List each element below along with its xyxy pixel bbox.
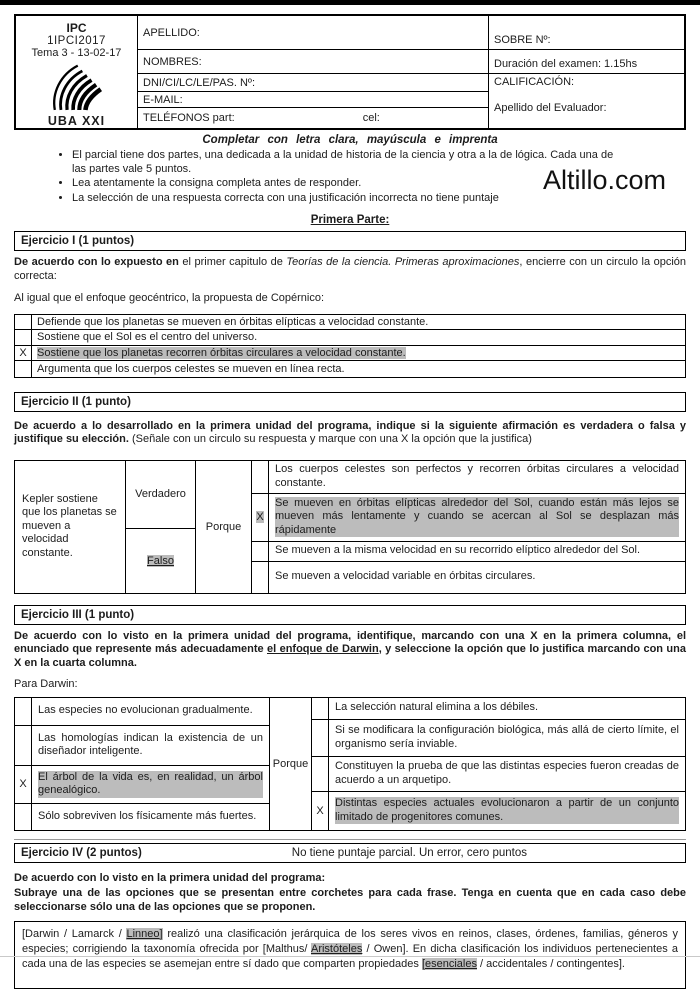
option-text: Argumenta que los cuerpos celestes se mueven en línea recta. [37, 362, 345, 375]
option-text-cell [32, 361, 685, 377]
justification-mark-cell [312, 698, 329, 719]
x-mark-highlight: X [256, 511, 264, 523]
para-segment: realizó una clasificación jerárquica de los seres vivos en reinos, clases, órdenes, familias, géneros y especies; corrigiendo la taxonomía ofrecida por [Malthus/ [22, 928, 678, 955]
ej2-intro-bold: De acuerdo a lo desarrollado en la primera unidad del programa, indique si la siguiente afirmación es verdadera o falsa y justifique su elección. [14, 419, 686, 445]
selected-justification-highlight: Se mueven en órbitas elípticas alrededor del Sol, cuando están más lejos se mueven más lentamente y cuando se acercan al Sol se desplazan más rápidamente [275, 496, 679, 536]
ejercicio-1-question: Al igual que el enfoque geocéntrico, la propuesta de Copérnico: [14, 292, 325, 304]
ejercicio-2-table [14, 460, 686, 594]
statement-mark-cell [15, 804, 32, 830]
field-nombres [138, 50, 488, 74]
selected-justification-highlight: Distintas especies actuales evolucionaron a partir de un conjunto limitado de progenitores comunes. [335, 797, 679, 823]
justification-row [252, 461, 685, 494]
option-text: Sostiene que el Sol es el centro del universo. [37, 331, 258, 344]
justification-text-cell [269, 461, 685, 493]
ej1-intro-segment: el primer capitulo de [178, 256, 287, 268]
statement-text: Sólo sobreviven los físicamente más fuertes. [38, 809, 257, 822]
instruction-bullet: • El parcial tiene dos partes, una dedicada a la unidad de historia de la ciencia y otra a la de lógica. Cada una de las partes vale 5 puntos. [72, 149, 627, 176]
justification-mark-cell [252, 542, 269, 561]
justification-mark-cell: X [312, 792, 329, 830]
justification-column [252, 460, 686, 594]
course-name: IPC [66, 21, 87, 35]
field-dni [138, 74, 488, 92]
justification-mark-cell [252, 562, 269, 593]
ej1-intro-segment: , encierre con un circulo la opción correcta: [14, 256, 687, 282]
ej1-book-title: Teorías de la ciencia. Primeras aproximaciones [286, 256, 520, 268]
kepler-statement: Kepler sostiene que los planetas se mueven a velocidad constante. [22, 492, 117, 559]
ejercicio-1-title: Ejercicio I (1 puntos) [21, 235, 135, 247]
ej1-intro-segment: De acuerdo con lo expuesto en [14, 256, 179, 268]
justification-row [312, 720, 685, 757]
student-fields [138, 16, 488, 128]
instruction-bullet: • Lea atentamente la consigna completa antes de responder. [72, 177, 627, 191]
ejercicio-4-paragraph [14, 921, 686, 989]
justification-row [312, 757, 685, 792]
justification-mark-cell [312, 757, 329, 791]
ejercicio-2-header [14, 392, 686, 412]
section-divider [14, 839, 686, 840]
grading-fields [488, 16, 684, 128]
justification-text: Si se modificara la configuración biológica, más allá de cierto límite, el organismo sería inviable. [335, 724, 679, 750]
field-duracion [489, 50, 684, 74]
ejercicio-3-title: Ejercicio III (1 punto) [21, 608, 135, 621]
statement-row [15, 698, 269, 726]
field-apellido [138, 16, 488, 50]
statement-row [15, 726, 269, 766]
statement-row [15, 804, 269, 830]
ejercicio-3-lead: Para Darwin: [14, 678, 78, 690]
field-calificacion [489, 74, 684, 128]
field-label-telefonos: TELÉFONOS part: [143, 112, 235, 124]
field-label-apellido: APELLIDO: [143, 26, 200, 39]
statement-text: Las especies no evolucionan gradualmente. [38, 704, 253, 717]
instructions-title: Completar con letra clara, mayúscula e imprenta [202, 134, 498, 146]
justification-row-selected [312, 792, 685, 830]
justification-row [252, 542, 685, 562]
uba-xxi-logo [39, 61, 115, 113]
falso-selected-highlight: Falso [147, 554, 174, 567]
ejercicio-3-table [14, 697, 686, 831]
field-email [138, 92, 488, 108]
verdadero-label: Verdadero [135, 488, 186, 501]
selected-statement-highlight: El árbol de la vida es, en realidad, un árbol genealógico. [38, 770, 263, 796]
justification-text-cell [329, 720, 685, 756]
justification-mark-cell [312, 720, 329, 756]
statement-text-cell [32, 766, 269, 803]
kepler-statement-cell [14, 460, 126, 594]
option-mark-cell [15, 361, 32, 377]
exam-code: 1IPCI2017 [47, 35, 106, 47]
exam-tema-date: Tema 3 - 13-02-17 [31, 47, 122, 59]
statement-mark-cell: X [15, 766, 32, 803]
darwin-statements-column [14, 697, 270, 831]
selected-bracket-option [126, 928, 162, 940]
field-label-cel: cel: [362, 112, 380, 124]
ejercicio-1-intro [14, 256, 686, 283]
justification-text: La selección natural elimina a los débiles. [335, 701, 539, 714]
true-false-column [126, 460, 196, 594]
selected-option-highlight: Sostiene que los planetas recorren órbitas circulares a velocidad constante. [37, 346, 406, 359]
justification-mark-cell [252, 461, 269, 493]
justification-text: Se mueven a velocidad variable en órbitas circulares. [275, 570, 536, 583]
falso-cell [126, 529, 195, 592]
justification-text-cell [269, 494, 685, 541]
selected-option-word: Linneo [126, 928, 160, 940]
field-label-evaluador: Apellido del Evaluador: [494, 102, 607, 114]
porque-label: Porque [272, 757, 309, 770]
justification-row [252, 562, 685, 593]
ejercicio-4-intro-1: De acuerdo con lo visto en la primera unidad del programa: [14, 871, 326, 884]
justification-text: Se mueven a la misma velocidad en su recorrido elíptico alrededor del Sol. [275, 544, 641, 557]
option-row [15, 315, 685, 331]
ejercicio-4-title: Ejercicio IV (2 puntos) [21, 846, 142, 859]
ejercicio-1-header [14, 231, 686, 251]
justification-text: Los cuerpos celestes son perfectos y recorren órbitas circulares a velocidad constante. [275, 463, 679, 489]
para-segment: / Owen]. En dicha clasificación los individuos pertenecientes a cada una de las especies se asemejan entre sí dado que comparten propiedades [22, 943, 678, 970]
para-segment: / accidentales / contingentes]. [476, 958, 625, 970]
justification-text-cell [269, 562, 685, 593]
field-sobre [489, 16, 684, 50]
ejercicio-2-intro [14, 420, 686, 447]
statement-mark-cell [15, 698, 32, 725]
darwin-justifications-column [312, 697, 686, 831]
option-text: Defiende que los planetas se mueven en órbitas elípticas a velocidad constante. [37, 315, 429, 328]
altillo-watermark: Altillo.com [542, 165, 666, 195]
option-mark-cell [15, 315, 32, 330]
field-label-calificacion: CALIFICACIÓN: [494, 76, 575, 88]
ejercicio-3-intro [14, 630, 686, 671]
field-label-dni: DNI/CI/LC/LE/PAS. Nº: [143, 76, 256, 89]
justification-row [312, 698, 685, 720]
ejercicio-1-options-table [14, 314, 686, 378]
selected-option-word: esenciales [425, 958, 477, 970]
option-text-cell [32, 346, 685, 361]
instruction-bullet: • La selección de una respuesta correcta con una justificación incorrecta no tiene puntaje [72, 192, 627, 206]
option-mark-cell [15, 330, 32, 345]
ejercicio-4-note: No tiene puntaje parcial. Un error, cero puntos [291, 846, 528, 859]
option-row [15, 330, 685, 346]
option-text-cell [32, 330, 685, 345]
section-title-primera-parte: Primera Parte: [310, 214, 390, 226]
field-telefonos [138, 108, 488, 128]
bracket-char: ] [159, 928, 163, 940]
ejercicio-4-header [14, 843, 686, 863]
bracket-char: [ [421, 958, 425, 970]
exam-page [0, 5, 700, 989]
statement-row-selected [15, 766, 269, 804]
exam-duration: Duración del examen: 1.15hs [494, 58, 638, 70]
ej3-intro-segment: De acuerdo con lo visto en la primera unidad del programa, identifique, marcando con una X en la primera columna, el enunciado que represente más adecuadamente [14, 629, 686, 655]
logo-caption: UBA XXI [47, 114, 106, 128]
porque-cell [196, 460, 252, 594]
porque-label: Porque [205, 520, 242, 533]
statement-text-cell [32, 698, 269, 725]
ej3-darwin-underline: el enfoque de Darwin [267, 643, 379, 655]
field-label-sobre: SOBRE Nº: [494, 34, 551, 46]
verdadero-cell [126, 461, 195, 530]
statement-text: Las homologías indican la existencia de un diseñador inteligente. [38, 731, 263, 757]
exam-id-cell [16, 16, 138, 128]
instructions-block [14, 134, 686, 205]
para-segment: [Darwin / Lamarck / [22, 928, 127, 940]
exam-header-table [14, 14, 686, 130]
page-bottom-border [0, 956, 700, 957]
statement-text-cell [32, 804, 269, 830]
justification-mark-cell [252, 494, 269, 541]
justification-text-cell [329, 792, 685, 830]
ejercicio-3-header [14, 605, 686, 625]
statement-text-cell [32, 726, 269, 765]
justification-text: Constituyen la prueba de que las distintas especies fueron creadas de acuerdo a un arquetipo. [335, 760, 679, 786]
selected-bracket-option: Aristóteles [310, 943, 363, 955]
ej2-intro-normal: (Señale con un circulo su respuesta y marque con una X la opción que la justifica) [128, 433, 532, 445]
ejercicio-2-title: Ejercicio II (1 punto) [21, 395, 131, 408]
ejercicio-4-intro-2: Subraye una de las opciones que se presentan entre corchetes para cada frase. Tenga en cuenta que en cada caso debe seleccionarse sólo una de las opciones que se proponen. [14, 887, 686, 913]
justification-text-cell [329, 698, 685, 719]
justification-text-cell [329, 757, 685, 791]
option-row [15, 361, 685, 377]
field-label-email: E-MAIL: [143, 93, 183, 106]
option-row-selected [15, 346, 685, 362]
ej3-intro-segment: , y seleccione la opción que lo justifica marcando con una X en la cuarta columna. [14, 643, 686, 669]
statement-mark-cell [15, 726, 32, 765]
justification-text-cell [269, 542, 685, 561]
option-text-cell [32, 315, 685, 330]
option-mark-cell: X [15, 346, 32, 361]
justification-row-selected [252, 494, 685, 542]
field-label-nombres: NOMBRES: [143, 55, 202, 68]
porque-cell [270, 697, 312, 831]
